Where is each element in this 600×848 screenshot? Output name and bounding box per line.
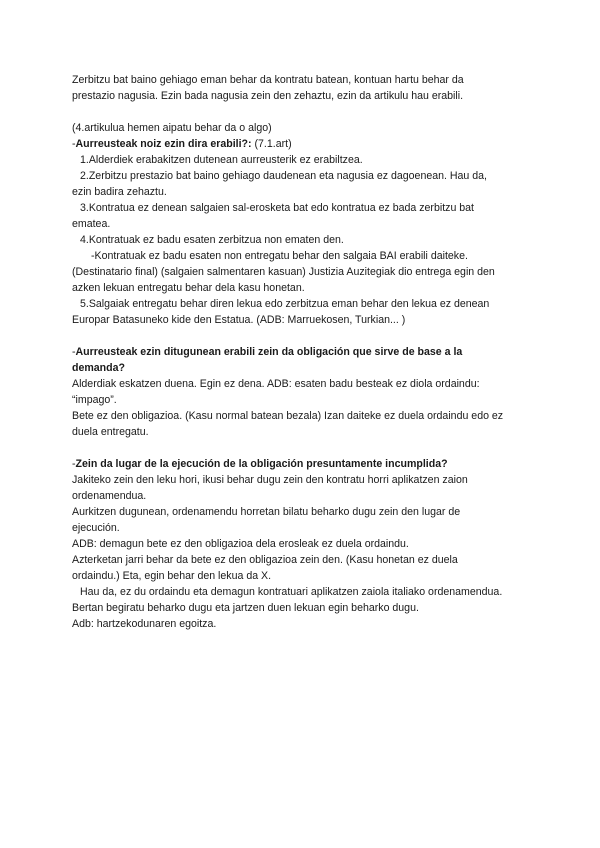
section-heading-text: Zein da lugar de la ejecución de la obligación presuntamente incumplida? [75,458,448,470]
body-line: “impago”. [72,394,117,406]
list-item-continuation: ematea. [72,218,111,230]
list-item-note: azken lekuan entregatu behar dela kasu honetan. [72,282,305,294]
article-note: (4.artikulua hemen aipatu behar da o algo) [72,122,272,134]
list-item: 2.Zerbitzu prestazio bat baino gehiago daudenean eta nagusia ez dagoenean. Hau da, [80,170,487,182]
body-line: Bete ez den obligazioa. (Kasu normal batean bezala) Izan daiteke ez duela ordaindu edo ez [72,410,504,422]
body-line: duela entregatu. [72,426,149,438]
section-heading-text: Aurreusteak noiz ezin dira erabili?: [75,138,252,150]
list-item-continuation: Europar Batasuneko kide den Estatua. (ADB: Marruekosen, Turkian... ) [72,314,406,326]
body-line: ejecución. [72,522,120,534]
paragraph-gap [72,440,528,456]
paragraph-gap [72,104,528,120]
body-line: ordenamendua. [72,490,147,502]
document-body [72,72,528,632]
body-line: Adb: hartzekodunaren egoitza. [72,618,217,630]
body-line: Bertan begiratu beharko dugu eta jartzen duen lekuan egin beharko dugu. [72,602,419,614]
list-subitem: -Kontratuak ez badu esaten non entregatu behar den salgaia BAI erabili daiteke. [91,250,468,262]
body-line: Alderdiak eskatzen duena. Egin ez dena. ADB: esaten badu besteak ez diola ordaindu: [72,378,480,390]
body-line: Jakiteko zein den leku hori, ikusi behar dugu zein den kontratu horri aplikatzen zaion [72,474,468,486]
section-heading [72,344,528,360]
heading-dash: - [72,138,76,150]
section-heading [72,456,528,472]
section-heading-ref: (7.1.art) [251,138,292,150]
list-item: 5.Salgaiak entregatu behar diren lekua edo zerbitzua eman behar den lekua ez denean [80,298,490,310]
list-item: 4.Kontratuak ez badu esaten zerbitzua non ematen den. [80,234,344,246]
section-heading-text: Aurreusteak ezin ditugunean erabili zein da obligación que sirve de base a la [75,346,463,358]
body-line: ordaindu.) Eta, egin behar den lekua da X. [72,570,272,582]
intro-line: Zerbitzu bat baino gehiago eman behar da kontratu batean, kontuan hartu behar da [72,74,464,86]
body-line: ADB: demagun bete ez den obligazioa dela erosleak ez duela ordaindu. [72,538,409,550]
heading-dash: - [72,458,76,470]
list-item: 1.Alderdiek erabakitzen dutenean aurreusterik ez erabiltzea. [80,154,363,166]
paragraph-gap [72,328,528,344]
list-item-continuation: ezin badira zehaztu. [72,186,167,198]
section-heading [72,136,528,152]
body-line: Azterketan jarri behar da bete ez den obligazioa zein den. (Kasu honetan ez duela [72,554,458,566]
list-item: 3.Kontratua ez denean salgaien sal-erosketa bat edo kontratua ez bada zerbitzu bat [80,202,475,214]
body-line: Hau da, ez du ordaindu eta demagun kontratuari aplikatzen zaiola italiako ordenamendua. [80,586,503,598]
intro-line: prestazio nagusia. Ezin bada nagusia zein den zehaztu, ezin da artikulu hau erabili. [72,90,464,102]
section-heading-continuation: demanda? [72,362,125,374]
body-line: Aurkitzen dugunean, ordenamendu horretan bilatu beharko dugu zein den lugar de [72,506,461,518]
heading-dash: - [72,346,76,358]
list-item-note: (Destinatario final) (salgaien salmentaren kasuan) Justizia Auzitegiak dio entrega egin den [72,266,495,278]
